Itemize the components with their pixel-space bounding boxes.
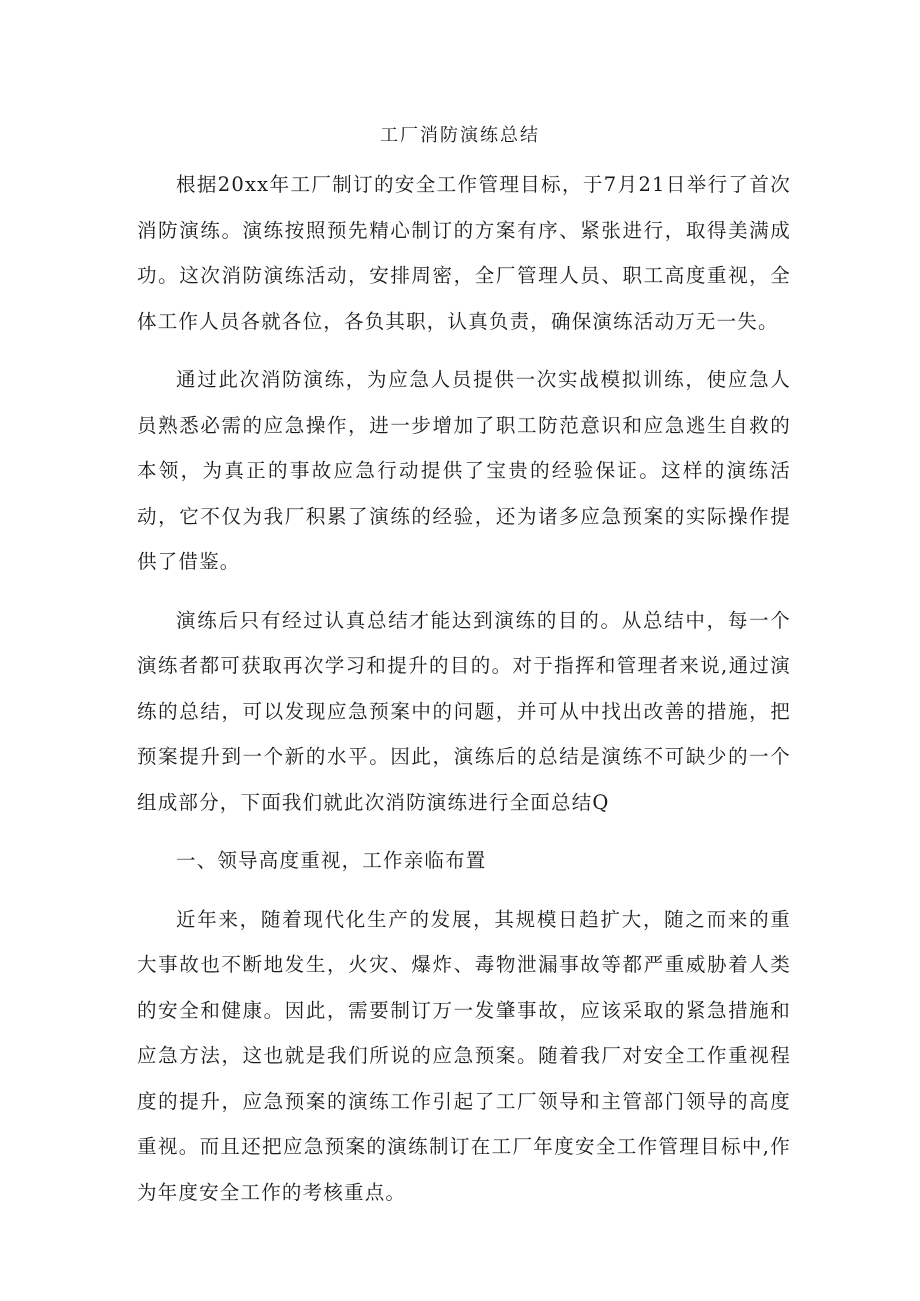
paragraph-background: 近年来，随着现代化生产的发展，其规模日趋扩大，随之而来的重大事故也不断地发生，火灾、爆炸、毒物泄漏事故等都严重威胁着人类的安全和健康。因此，需要制订万一发肇事故，应该采取的紧急措施和应急方法，这也就是我们所说的应急预案。随着我厂对安全工作重视程度的提升，应急预案的演练工作引起了工厂领导和主管部门领导的高度重视。而且还把应急预案的演练制订在工厂年度安全工作管理目标中,作为年度安全工作的考核重点。 [137, 907, 791, 1204]
paragraph-summary-importance: 演练后只有经过认真总结才能达到演练的目的。从总结中，每一个演练者都可获取再次学习和提升的目的。对于指挥和管理者来说,通过演练的总结，可以发现应急预案中的问题，并可从中找出改善的措施，把预案提升到一个新的水平。因此，演练后的总结是演练不可缺少的一个组成部分，下面我们就此次消防演练进行全面总结Q [137, 608, 791, 814]
document-body [137, 162, 791, 1228]
section-heading-leadership: 一、领导高度重视，工作亲临布置 [176, 849, 487, 872]
document-title: 工厂消防演练总结 [380, 125, 540, 146]
paragraph-purpose: 通过此次消防演练，为应急人员提供一次实战模拟训练，使应急人员熟悉必需的应急操作，进一步增加了职工防范意识和应急逃生自救的本领，为真正的事故应急行动提供了宝贵的经验保证。这样的演练活动，它不仅为我厂积累了演练的经验，还为诸多应急预案的实际操作提供了借鉴。 [137, 368, 791, 573]
paragraph-intro: 根据20xx年工厂制订的安全工作管理目标，于7月21日举行了首次消防演练。演练按照预先精心制订的方案有序、紧张进行，取得美满成功。这次消防演练活动，安排周密，全厂管理人员、职工高度重视，全体工作人员各就各位，各负其职，认真负责，确保演练活动万无一失。 [137, 173, 791, 333]
